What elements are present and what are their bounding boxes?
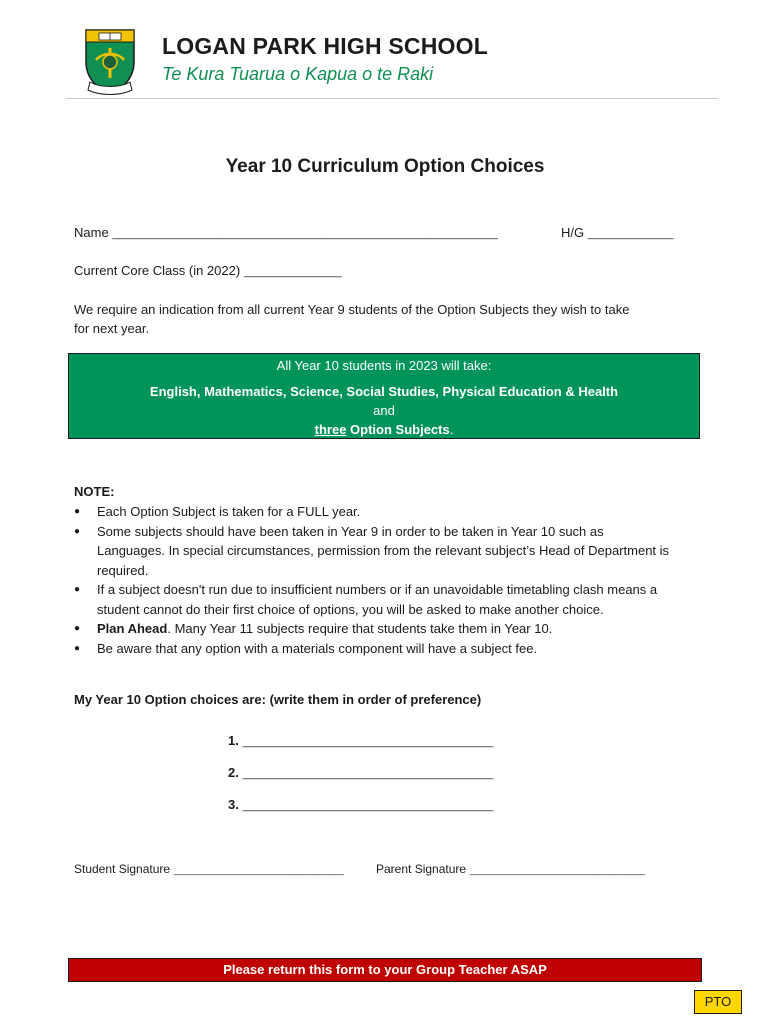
hg-label: H/G [561, 225, 585, 240]
box-three: three [314, 422, 347, 437]
box-line-1: All Year 10 students in 2023 will take: [276, 358, 492, 373]
form-title: Year 10 Curriculum Option Choices [225, 156, 545, 177]
return-notice-bar: Please return this form to your Group Teacher ASAP [68, 958, 702, 982]
box-line-2: English, Mathematics, Science, Social Studies, Physical Education & Health [149, 384, 619, 399]
student-signature-field[interactable] [74, 861, 344, 876]
compulsory-subjects-box [68, 353, 700, 439]
box-option-subjects: Option Subjects [346, 422, 450, 437]
list-item: ● Plan Ahead. Many Year 11 subjects require that students take them in Year 10. [74, 619, 674, 639]
core-class-field[interactable] [74, 263, 342, 278]
parent-signature-blank[interactable]: ___________________________________ [469, 865, 645, 875]
core-class-label: Current Core Class (in 2022) [74, 263, 241, 278]
parent-signature-field[interactable] [376, 861, 645, 876]
choice-blank[interactable]: _________________________________________ [242, 736, 494, 748]
box-line-4 [69, 420, 699, 439]
choice-number: 1. [228, 733, 239, 748]
choice-3[interactable] [228, 797, 493, 812]
box-period: . [449, 422, 454, 437]
choice-1[interactable] [228, 733, 493, 748]
name-field[interactable] [74, 225, 498, 240]
list-item: ● Each Option Subject is taken for a FULL year. [74, 502, 674, 522]
list-item: ● Some subjects should have been taken in Year 9 in order to be taken in Year 10 such as Languages. In special circumstances, permission from the relevant subject’s Head of Department is required. [74, 522, 674, 581]
intro-line-2: for next year. [74, 321, 150, 336]
name-label: Name [74, 225, 109, 240]
choice-blank[interactable]: _________________________________________ [242, 800, 494, 812]
intro-line-1: We require an indication from all current Year 9 students of the Option Subjects they wish to take [74, 302, 630, 317]
plan-ahead-text: Many Year 11 subjects require that students take them in Year 10. [174, 621, 553, 636]
choice-number: 3. [228, 797, 239, 812]
choice-2[interactable] [228, 765, 493, 780]
hg-field[interactable] [561, 225, 673, 240]
note-list [74, 502, 674, 658]
school-crest-icon [82, 28, 138, 96]
school-name: LOGAN PARK HIGH SCHOOL [162, 33, 488, 59]
student-signature-label: Student Signature [74, 862, 171, 876]
note-title: NOTE: [74, 484, 115, 499]
header-divider [66, 98, 718, 99]
box-line-3: and [373, 403, 395, 418]
list-item: ● If a subject doesn't run due to insufficient numbers or if an unavoidable timetabling clash means a student cannot do their first choice of options, you will be asked to make another choice. [74, 580, 674, 619]
parent-signature-label: Parent Signature [376, 862, 467, 876]
pto-badge: PTO [694, 990, 742, 1014]
core-class-blank[interactable]: ________________ [243, 266, 342, 278]
choice-number: 2. [228, 765, 239, 780]
name-blank[interactable]: _______________________________________________________________ [112, 228, 498, 240]
list-item: ● Be aware that any option with a materials component will have a subject fee. [74, 639, 674, 659]
choice-blank[interactable]: _________________________________________ [242, 768, 494, 780]
school-subtitle: Te Kura Tuarua o Kapua o te Raki [162, 64, 434, 84]
choices-heading: My Year 10 Option choices are: (write them in order of preference) [74, 692, 482, 707]
student-signature-blank[interactable]: __________________________________ [173, 865, 344, 875]
plan-ahead-label: Plan Ahead [97, 621, 168, 636]
hg-blank[interactable]: ______________ [587, 228, 674, 240]
